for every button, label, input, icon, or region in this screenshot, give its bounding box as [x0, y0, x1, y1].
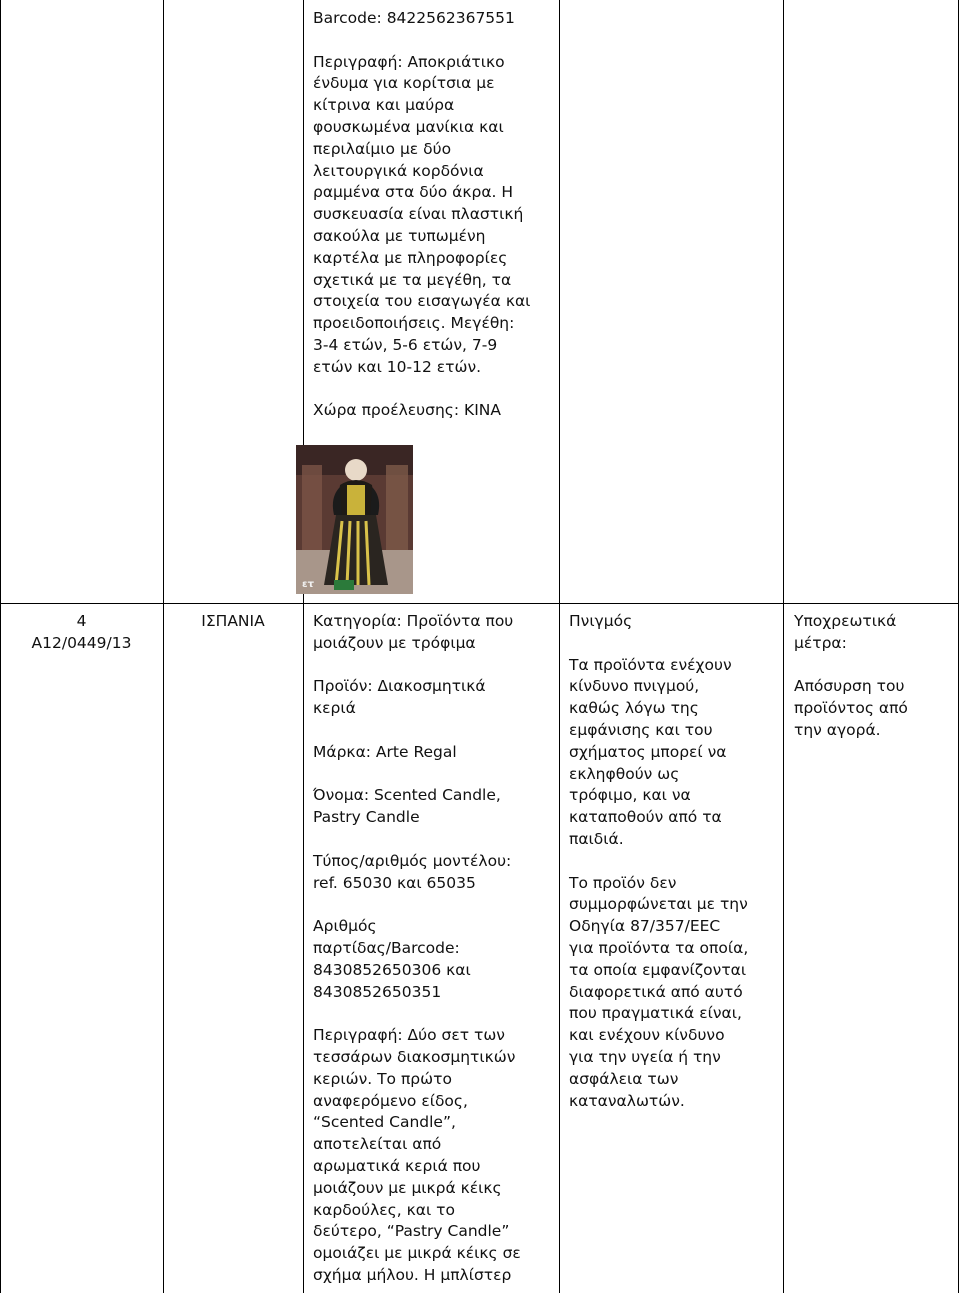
name-text: Όνομα: Scented Candle, Pastry Candle — [313, 786, 501, 827]
bottom-description-cell — [313, 611, 557, 1287]
column-divider-2 — [303, 0, 304, 1293]
batch-text: Αριθμός παρτίδας/Barcode: 8430852650306 και 8430852650351 — [313, 917, 471, 1001]
category-text: Κατηγορία: Προϊόντα που μοιάζουν με τρόφιμα — [313, 612, 514, 652]
measures-text: Απόσυρση του προϊόντος από την αγορά. — [794, 677, 908, 739]
column-divider-4 — [783, 0, 784, 1293]
risk-compliance: Το προϊόν δεν συμμορφώνεται με την Οδηγία 87/357/ΕΕC για προϊόντα τα οποία, τα οποία εμφανίζονται διαφορετικά από αυτό που πραγματικά είναι, και ενέχουν κίνδυνο για την υγεία ή την ασφάλεια των καταναλωτών. — [569, 873, 749, 1110]
table-border-right — [958, 0, 959, 1293]
risk-description: Τα προϊόντα ενέχουν κίνδυνο πνιγμού, καθώς λόγω της εμφάνισης και του σχήματος μπορεί να εκληφθούν ως τρόφιμο, και να καταποθούν από τα παιδιά. — [569, 655, 732, 848]
brand-text: Μάρκα: Arte Regal — [313, 742, 457, 761]
country-text: ΙΣΠΑΝΙΑ — [201, 612, 265, 630]
description-text: Περιγραφή: Αποκριάτικο ένδυμα για κορίτσια με κίτρινα και μαύρα φουσκωμένα μανίκια και περιλαίμιο με δύο λειτουργικά κορδόνια ραμμένα στα δύο άκρα. Η συσκευασία είναι πλαστική σακούλα με τυπωμένη καρτέλα με πληροφορίες σχετικά με τα μεγέθη, τα στοιχεία του εισαγωγέα και προειδοποιήσεις. Μεγέθη: 3-4 ετών, 5-6 ετών, 7-9 ετών και 10-12 ετών. — [313, 52, 531, 376]
measures-type: Υποχρεωτικά μέτρα: — [794, 612, 897, 652]
risk-cell — [569, 611, 781, 1112]
row-divider — [0, 603, 959, 604]
measures-cell — [794, 611, 956, 742]
top-description-cell — [313, 8, 557, 422]
model-text: Τύπος/αριθμός μοντέλου: ref. 65030 και 65035 — [313, 851, 512, 892]
country-cell — [163, 611, 303, 633]
column-divider-3 — [559, 0, 560, 1293]
barcode-text: Barcode: 8422562367551 — [313, 9, 515, 27]
entry-number: 4 — [76, 612, 87, 630]
product-photo — [296, 445, 413, 594]
description-text: Περιγραφή: Δύο σετ των τεσσάρων διακοσμητικών κεριών. Το πρώτο αναφερόμενο είδος, “Scented Candle”, αποτελείται από αρωματικά κεριά που μοιάζουν με μικρά κέικς καρδούλες, και το δεύτερο, “Pastry Candle” ομοιάζει με μικρά κέικς σε σχήμα μήλου. Η μπλίστερ — [313, 1026, 521, 1284]
entry-number-cell — [0, 611, 163, 655]
column-divider-1 — [163, 0, 164, 1293]
risk-type: Πνιγμός — [569, 612, 633, 630]
product-text: Προϊόν: Διακοσμητικά κεριά — [313, 677, 486, 718]
origin-text: Χώρα προέλευσης: ΚΙΝΑ — [313, 401, 501, 420]
photo-label: ετ — [302, 579, 314, 590]
entry-reference: A12/0449/13 — [31, 633, 132, 652]
